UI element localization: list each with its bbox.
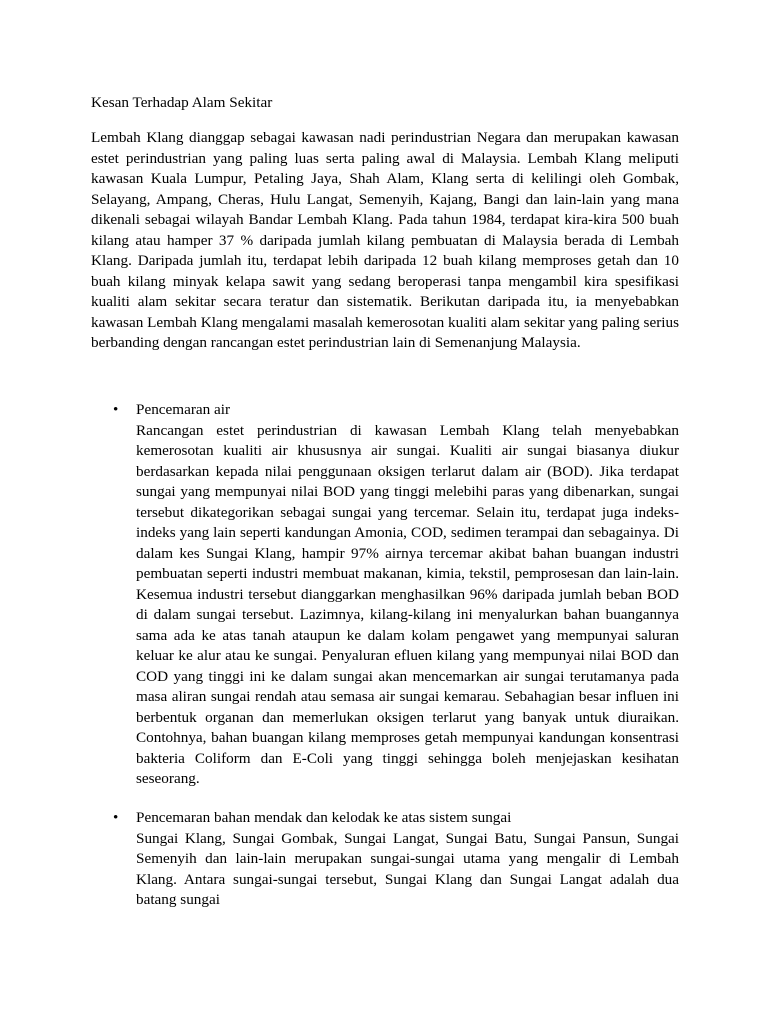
bullet-item — [91, 400, 679, 790]
bullet-title: Pencemaran bahan mendak dan kelodak ke atas sistem sungai — [136, 809, 512, 826]
bullet-body: Rancangan estet perindustrian di kawasan Lembah Klang telah menyebabkan kemerosotan kualiti air khususnya air sungai. Kualiti air sungai biasanya diukur berdasarkan kepada nilai penggunaan oksigen terlarut dalam air (BOD). Jika terdapat sungai yang mempunyai nilai BOD yang tinggi melebihi paras yang dibenarkan, sungai tersebut dikategorikan sebagai sungai yang tercemar. Selain itu, terdapat juga indeks-indeks yang lain seperti kandungan Amonia, COD, sedimen terampai dan sebagainya. Di dalam kes Sungai Klang, hampir 97% airnya tercemar akibat bahan buangan industri pembuatan seperti industri membuat makanan, kimia, tekstil, pemprosesan dan lain-lain. Kesemua industri tersebut dianggarkan menghasilkan 96% daripada jumlah beban BOD di dalam sungai tersebut. Lazimnya, kilang-kilang ini menyalurkan bahan buangannya sama ada ke atas tanah ataupun ke dalam kolam pengawet yang mempunyai saluran keluar ke alur atau ke sungai. Penyaluran efluen kilang yang mempunyai nilai BOD dan COD yang tinggi ini ke dalam sungai akan mencemarkan air sungai terutamanya pada masa aliran sungai rendah atau semasa air sungai kemarau. Sebahagian besar influen ini berbentuk organan dan memerlukan oksigen terlarut yang banyak untuk diuraikan. Contohnya, bahan buangan kilang memproses getah mempunyai kandungan konsentrasi bakteria Coliform dan E-Coli yang tinggi sehingga boleh menjejaskan kesihatan seseorang. — [136, 421, 679, 787]
bullet-icon: • — [113, 401, 119, 418]
intro-paragraph: Lembah Klang dianggap sebagai kawasan nadi perindustrian Negara dan merupakan kawasan estet perindustrian yang paling luas serta paling awal di Malaysia. Lembah Klang meliputi kawasan Kuala Lumpur, Petaling Jaya, Shah Alam, Klang serta di kelilingi oleh Gombak, Selayang, Ampang, Cheras, Hulu Langat, Semenyih, Kajang, Bangi dan lain-lain yang mana dikenali sebagai wilayah Bandar Lembah Klang. Pada tahun 1984, terdapat kira-kira 500 buah kilang atau hamper 37 % daripada jumlah kilang pembuatan di Malaysia berada di Lembah Klang. Daripada jumlah itu, terdapat lebih daripada 12 buah kilang memproses getah dan 10 buah kilang minyak kelapa sawit yang sedang beroperasi tanpa mengambil kira spesifikasi kualiti alam sekitar secara teratur dan sistematik. Berikutan daripada itu, ia menyebabkan kawasan Lembah Klang mengalami masalah kemerosotan kualiti alam sekitar yang paling serius berbanding dengan rancangan estet perindustrian lain di Semenanjung Malaysia. — [91, 129, 679, 351]
bullet-body: Sungai Klang, Sungai Gombak, Sungai Langat, Sungai Batu, Sungai Pansun, Sungai Semenyih dan lain-lain merupakan sungai-sungai utama yang mengalir di Lembah Klang. Antara sungai-sungai tersebut, Sungai Klang dan Sungai Langat adalah dua batang sungai — [136, 829, 679, 908]
section-heading: Kesan Terhadap Alam Sekitar — [91, 94, 273, 111]
bullet-item — [91, 808, 679, 911]
bullet-section-sediment-pollution — [91, 808, 679, 911]
bullet-icon: • — [113, 809, 119, 826]
bullet-section-water-pollution — [91, 400, 679, 790]
bullet-title: Pencemaran air — [136, 401, 231, 418]
